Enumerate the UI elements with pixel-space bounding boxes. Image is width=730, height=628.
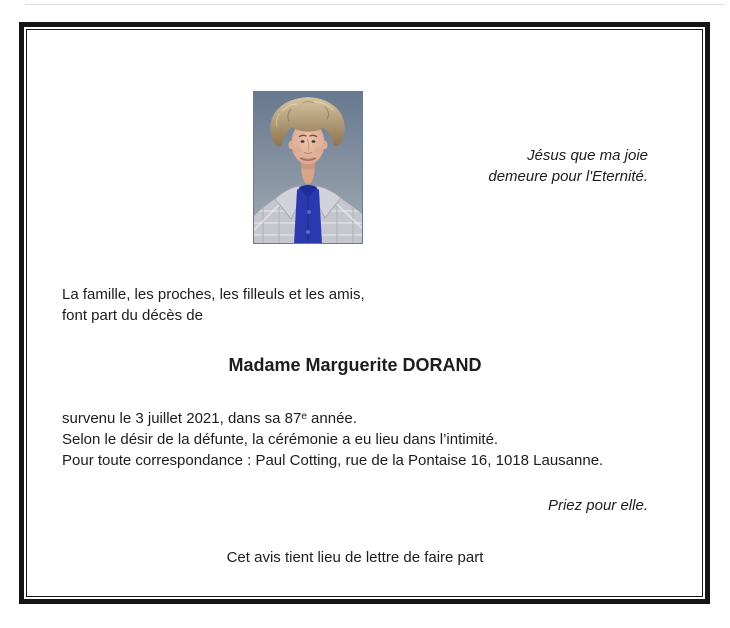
announcement-line-2: font part du décès de [62, 307, 203, 324]
portrait-photo [253, 91, 363, 244]
shirt-button [306, 230, 310, 234]
scan-artifact-line [25, 4, 725, 5]
details-paragraph [62, 408, 603, 471]
epigraph [488, 145, 648, 187]
deceased-name: Madame Marguerite DORAND [228, 355, 482, 375]
death-date-suffix: année. [306, 410, 357, 427]
announcement-line-1: La famille, les proches, les filleuls et les amis, [62, 286, 365, 303]
details-line-ceremony: Selon le désir de la défunte, la cérémonie a eu lieu dans l’intimité. [62, 431, 499, 448]
footer-notice: Cet avis tient lieu de lettre de faire part [226, 549, 484, 566]
details-line-correspondence: Pour toute correspondance : Paul Cotting, rue de la Pontaise 16, 1018 Lausanne. [62, 452, 604, 469]
ordinal-superscript: e [301, 411, 307, 422]
epigraph-line-1: Jésus que ma joie [527, 147, 648, 164]
prayer-line: Priez pour elle. [547, 497, 648, 514]
announcement-paragraph [62, 284, 365, 326]
details-line-death-date [62, 408, 603, 429]
epigraph-line-2: demeure pour l'Eternité. [488, 168, 648, 185]
death-date-text: survenu le 3 juillet 2021, dans sa 87 [62, 410, 302, 427]
shirt-button [307, 210, 311, 214]
